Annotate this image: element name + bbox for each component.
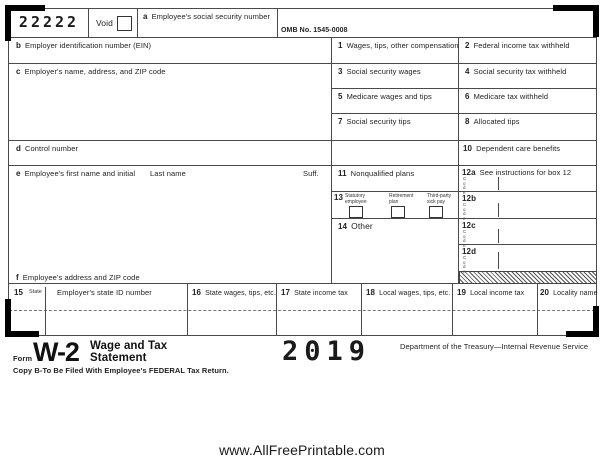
form-control-code: 22222 [18,13,80,31]
box-12a-label: 12a See instructions for box 12 [462,168,572,177]
form-word-label: Form [13,354,33,363]
form-name-title: W-2 [33,337,79,367]
box-15-state-label: State [29,289,42,295]
box-3-label: 3 Social security wages [338,67,421,76]
box-13-number: 13 [334,193,344,202]
box-13-statutory-label: Statutory employee [345,193,367,205]
divider [276,283,277,335]
box-12c-label: 12c [462,221,476,230]
department-label: Department of the Treasury—Internal Revenue Service [400,342,589,351]
void-checkbox[interactable] [117,16,132,31]
state-subdivider [45,287,46,335]
statutory-employee-checkbox[interactable] [349,206,363,218]
code-divider-12a [498,177,499,190]
box-15-number: 15 [14,288,24,297]
border-top [8,8,596,9]
box-15-label: Employer's state ID number [57,288,152,297]
corner-mark-top-left [5,5,45,11]
divider [331,113,596,114]
box-5-label: 5 Medicare wages and tips [338,92,432,101]
box-8-label: 8 Allocated tips [465,117,520,126]
box-d-label: d Control number [16,144,79,153]
code-divider-12d [498,252,499,269]
box-12a-code-label: C o d e [463,176,467,195]
divider [331,88,596,89]
hatched-area [459,271,597,284]
divider [88,8,89,37]
box-e-last-name-label: Last name [150,169,186,178]
border-left [8,8,9,335]
divider [458,37,459,283]
box-a-label: a Employee's social security number [143,12,271,21]
box-13-retirement-label: Retirement plan [389,193,414,205]
void-label: Void [96,18,113,28]
divider [361,283,362,335]
box-12b-code-label: C o d e [463,202,467,221]
box-e-suffix-label: Suff. [303,169,319,178]
box-12d-code-label: C o d e [463,255,467,274]
box-20-label: 20 Locality name [540,288,598,297]
box-17-label: 17 State income tax [281,288,348,297]
divider [537,283,538,335]
box-12c-code-label: C o d e [463,229,467,248]
divider-center [331,37,332,283]
divider [8,37,596,38]
retirement-plan-checkbox[interactable] [391,206,405,218]
box-13-thirdparty-label: Third-party sick pay [427,193,452,205]
box-19-label: 19 Local income tax [457,288,525,297]
corner-mark-top-left [5,5,11,41]
website-url[interactable]: www.AllFreePrintable.com [219,442,385,458]
code-divider-12c [498,229,499,243]
box-7-label: 7 Social security tips [338,117,411,126]
corner-mark-top-right [593,5,599,37]
divider [8,165,596,166]
box-18-label: 18 Local wages, tips, etc. [366,288,451,297]
divider [452,283,453,335]
box-10-label: 10 Dependent care benefits [463,144,561,153]
omb-number: OMB No. 1545-0008 [281,27,348,34]
divider [458,244,596,245]
box-16-label: 16 State wages, tips, etc. [192,288,276,297]
divider [137,8,138,37]
divider [8,140,596,141]
copy-b-note: Copy B-To Be Filed With Employee's FEDERAL Tax Return. [13,366,229,375]
box-2-label: 2 Federal income tax withheld [465,41,570,50]
form-statement-title: Wage and Tax Statement [90,340,168,364]
box-b-label: b Employer identification number (EIN) [16,41,152,50]
box-6-label: 6 Medicare tax withheld [465,92,549,101]
box-11-label: 11 Nonqualified plans [338,169,415,178]
box-12d-label: 12d [462,247,477,256]
divider [8,63,596,64]
tax-year: 2019 [282,336,372,367]
box-e-label: e Employee's first name and initial [16,169,136,178]
box-1-label: 1 Wages, tips, other compensation [338,41,459,50]
box-4-label: 4 Social security tax withheld [465,67,567,76]
dashed-divider [9,310,595,311]
box-14-label: 14 Other [338,221,373,231]
divider [187,283,188,335]
corner-mark-bottom-right [566,331,599,337]
box-f-label: f Employee's address and ZIP code [16,273,140,282]
code-divider-12b [498,203,499,217]
box-12b-label: 12b [462,194,477,203]
third-party-sick-pay-checkbox[interactable] [429,206,443,218]
box-c-label: c Employer's name, address, and ZIP code [16,67,166,76]
divider [277,8,278,37]
border-right [596,8,597,335]
